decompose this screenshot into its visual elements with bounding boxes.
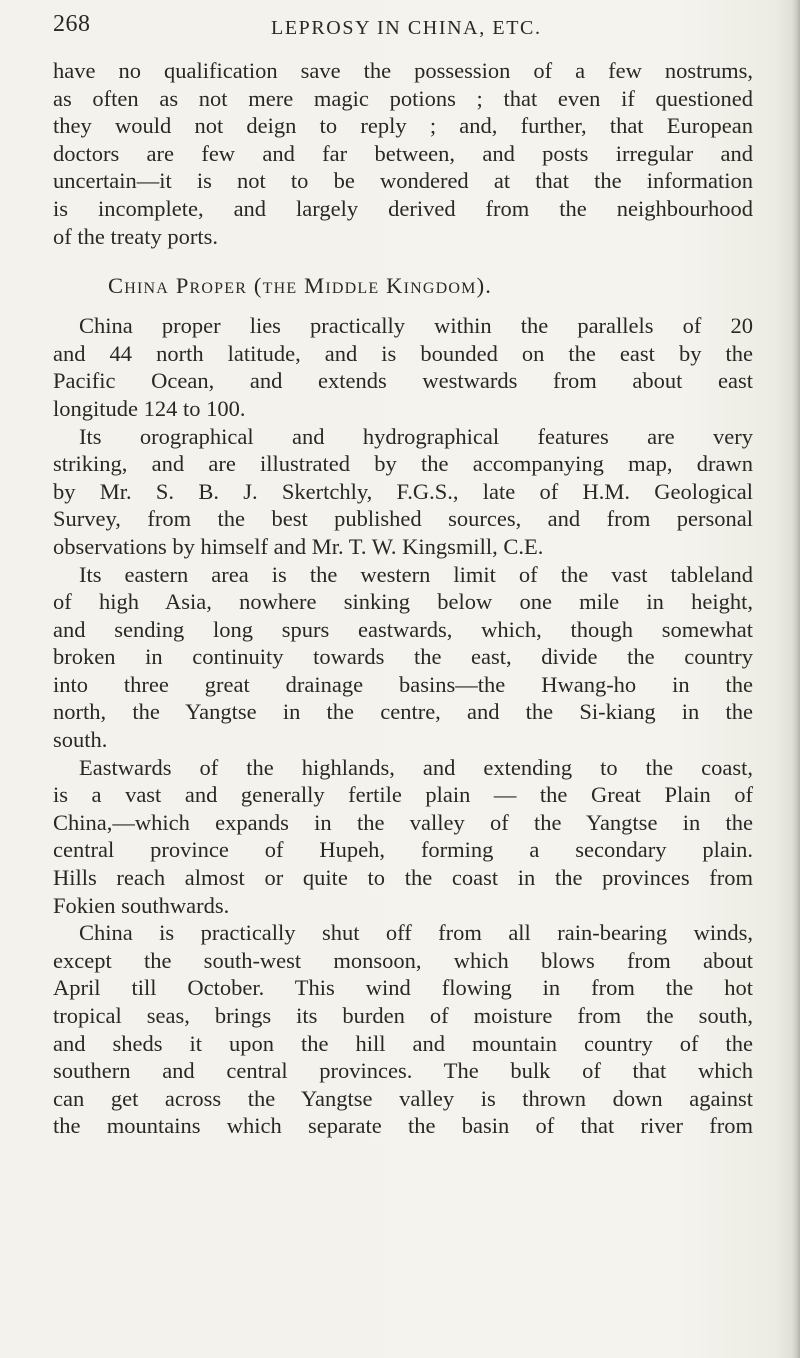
text-line: of the treaty ports. xyxy=(53,223,218,249)
section-heading: China Proper (the Middle Kingdom). xyxy=(108,273,493,299)
text-line: Pacific Ocean, and extends westwards from about east xyxy=(53,368,753,394)
text-line: China is practically shut off from all rain-bearing winds, xyxy=(79,920,753,946)
page-number: 268 xyxy=(53,11,91,37)
running-title: LEPROSY IN CHINA, ETC. xyxy=(271,17,542,39)
text-line: Its orographical and hydrographical features are very xyxy=(79,423,753,449)
text-line: Hills reach almost or quite to the coast in the provinces from xyxy=(53,865,753,891)
text-line: China proper lies practically within the parallels of 20 xyxy=(79,313,753,339)
text-line: southern and central provinces. The bulk of that which xyxy=(53,1058,753,1084)
text-line: Eastwards of the highlands, and extending to the coast, xyxy=(79,754,753,780)
text-line: and 44 north latitude, and is bounded on the east by the xyxy=(53,340,753,366)
text-line: tropical seas, brings its burden of moisture from the south, xyxy=(53,1003,753,1028)
text-line: longitude 124 to 100. xyxy=(53,395,246,421)
text-line: striking, and are illustrated by the accompanying map, drawn xyxy=(53,451,753,477)
text-line: doctors are few and far between, and posts irregular and xyxy=(53,140,753,166)
text-line: they would not deign to reply ; and, further, that European xyxy=(53,113,753,139)
text-line: is a vast and generally fertile plain — the Great Plain of xyxy=(53,782,753,808)
text-line: Survey, from the best published sources, and from personal xyxy=(53,506,753,532)
page-edge-shadow xyxy=(792,0,800,1358)
text-line: as often as not mere magic potions ; that even if questioned xyxy=(53,85,753,111)
text-line: China,—which expands in the valley of the Yangtse in the xyxy=(53,809,753,835)
text-line: uncertain—it is not to be wondered at that the information xyxy=(53,168,753,194)
text-line: Fokien southwards. xyxy=(53,892,230,918)
text-line: can get across the Yangtse valley is thrown down against xyxy=(53,1085,753,1111)
text-line: is incomplete, and largely derived from the neighbourhood xyxy=(53,195,753,221)
text-line: except the south-west monsoon, which blows from about xyxy=(53,947,753,973)
text-line: north, the Yangtse in the centre, and the Si-kiang in the xyxy=(53,699,753,725)
text-line: broken in continuity towards the east, divide the country xyxy=(53,644,753,670)
text-line: by Mr. S. B. J. Skertchly, F.G.S., late of H.M. Geological xyxy=(53,478,753,504)
text-line: April till October. This wind flowing in from the hot xyxy=(53,975,753,1001)
text-line: of high Asia, nowhere sinking below one mile in height, xyxy=(53,589,753,615)
body-text xyxy=(53,57,753,1140)
text-line: observations by himself and Mr. T. W. Kingsmill, C.E. xyxy=(53,533,544,559)
text-line: and sending long spurs eastwards, which, though somewhat xyxy=(53,616,753,642)
text-line: Its eastern area is the western limit of the vast tableland xyxy=(79,561,753,587)
text-line: into three great drainage basins—the Hwang-ho in the xyxy=(53,671,753,697)
text-line: south. xyxy=(53,727,108,753)
text-line: the mountains which separate the basin of that river from xyxy=(53,1113,753,1139)
text-line: central province of Hupeh, forming a secondary plain. xyxy=(53,837,753,863)
text-line: have no qualification save the possession of a few nostrums, xyxy=(53,58,753,83)
text-line: and sheds it upon the hill and mountain country of the xyxy=(53,1030,753,1056)
